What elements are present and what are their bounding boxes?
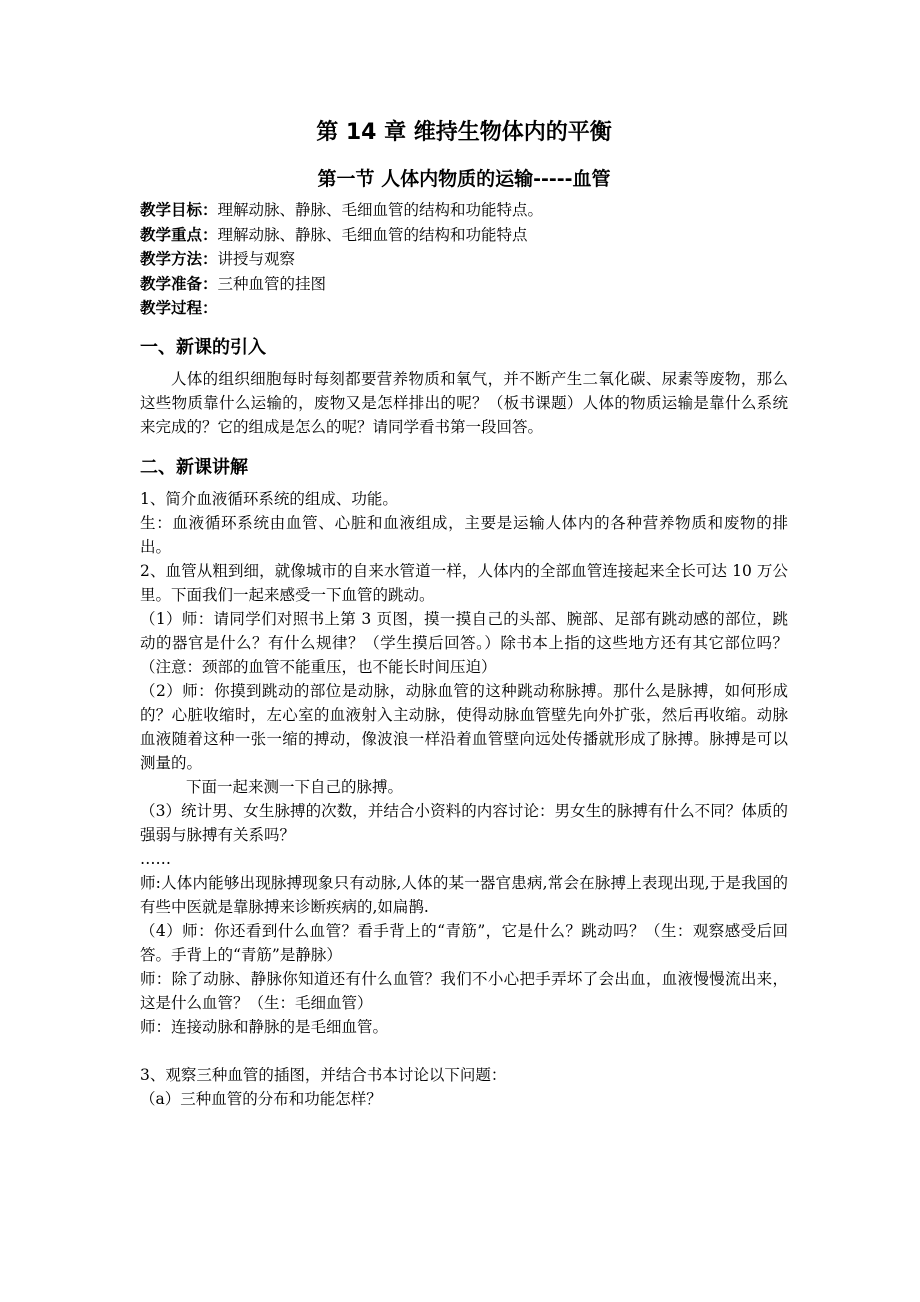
section-heading-lecture: 二、新课讲解: [140, 456, 248, 478]
meta-value: 理解动脉、静脉、毛细血管的结构和功能特点。: [217, 201, 544, 219]
lesson-meta: [140, 198, 788, 321]
meta-key: 教学目标：: [140, 201, 218, 219]
paragraph: 2、血管从粗到细，就像城市的自来水管道一样，人体内的全部血管连接起来全长可达 10 万公里。下面我们一起来感受一下血管的跳动。: [140, 561, 788, 604]
meta-key: 教学方法：: [140, 250, 218, 268]
meta-value: 讲授与观察: [217, 250, 296, 268]
paragraph: （2）师：你摸到跳动的部位是动脉，动脉血管的这种跳动称脉搏。那什么是脉搏，如何形成的？心脏收缩时，左心室的血液射入主动脉，使得动脉血管壁先向外扩张，然后再收缩。动脉血液随着这种一张一缩的搏动，像波浪一样沿着血管壁向远处传播就形成了脉搏。脉搏是可以测量的。: [140, 681, 788, 772]
meta-method: [140, 247, 788, 272]
paragraph: 生：血液循环系统由血管、心脏和血液组成，主要是运输人体内的各种营养物质和废物的排出。: [140, 513, 788, 556]
meta-key: 教学准备：: [140, 274, 218, 293]
ellipsis: ……: [140, 849, 171, 868]
paragraph: 师：除了动脉、静脉你知道还有什么血管？我们不小心把手弄坏了会出血，血液慢慢流出来，这是什么血管？（生：毛细血管）: [140, 969, 788, 1012]
paragraph: （a）三种血管的分布和功能怎样？: [140, 1089, 382, 1108]
section-heading-intro: 一、新课的引入: [140, 336, 266, 358]
meta-value: 三种血管的挂图: [217, 274, 327, 293]
meta-focus: [140, 223, 788, 248]
paragraph: （3）统计男、女生脉搏的次数，并结合小资料的内容讨论：男女生的脉搏有什么不同？体质的强弱与脉搏有关系吗？: [140, 801, 788, 844]
meta-objective: [140, 198, 788, 223]
section-subtitle: 第一节 人体内物质的运输-----血管: [317, 168, 611, 190]
paragraph: （1）师：请同学们对照书上第 3 页图，摸一摸自己的头部、腕部、足部有跳动感的部位，跳动的器官是什么？有什么规律？（学生摸后回答。）除书本上指的这些地方还有其它部位吗？（注意：颈部的血管不能重压，也不能长时间压迫）: [140, 609, 788, 676]
meta-value: 理解动脉、静脉、毛细血管的结构和功能特点: [217, 225, 528, 244]
paragraph: 下面一起来测一下自己的脉搏。: [186, 777, 404, 796]
meta-preparation: [140, 272, 788, 297]
meta-key: 教学重点：: [140, 225, 218, 244]
intro-paragraph: 人体的组织细胞每时每刻都要营养物质和氧气，并不断产生二氧化碳、尿素等废物，那么这些物质靠什么运输的，废物又是怎样排出的呢？（板书课题）人体的物质运输是靠什么系统来完成的？它的组成是怎么的呢？请同学看书第一段回答。: [140, 369, 788, 436]
spacer: [140, 1039, 788, 1063]
meta-key: 教学过程：: [140, 299, 218, 317]
paragraph: （4）师：你还看到什么血管？看手背上的“青筋”，它是什么？跳动吗？（生：观察感受后回答。手背上的“青筋”是静脉）: [140, 921, 788, 964]
paragraph: 师：连接动脉和静脉的是毛细血管。: [140, 1017, 389, 1036]
chapter-title: 第 14 章 维持生物体内的平衡: [316, 120, 612, 145]
paragraph: 1、简介血液循环系统的组成、功能。: [140, 489, 398, 508]
meta-process: [140, 296, 788, 321]
paragraph: 3、观察三种血管的插图，并结合书本讨论以下问题：: [140, 1065, 507, 1084]
document-page: [140, 118, 788, 1111]
paragraph: 师:人体内能够出现脉搏现象只有动脉,人体的某一器官患病,常会在脉搏上表现出现,于是我国的有些中医就是靠脉搏来诊断疾病的,如扁鹊.: [140, 873, 788, 916]
